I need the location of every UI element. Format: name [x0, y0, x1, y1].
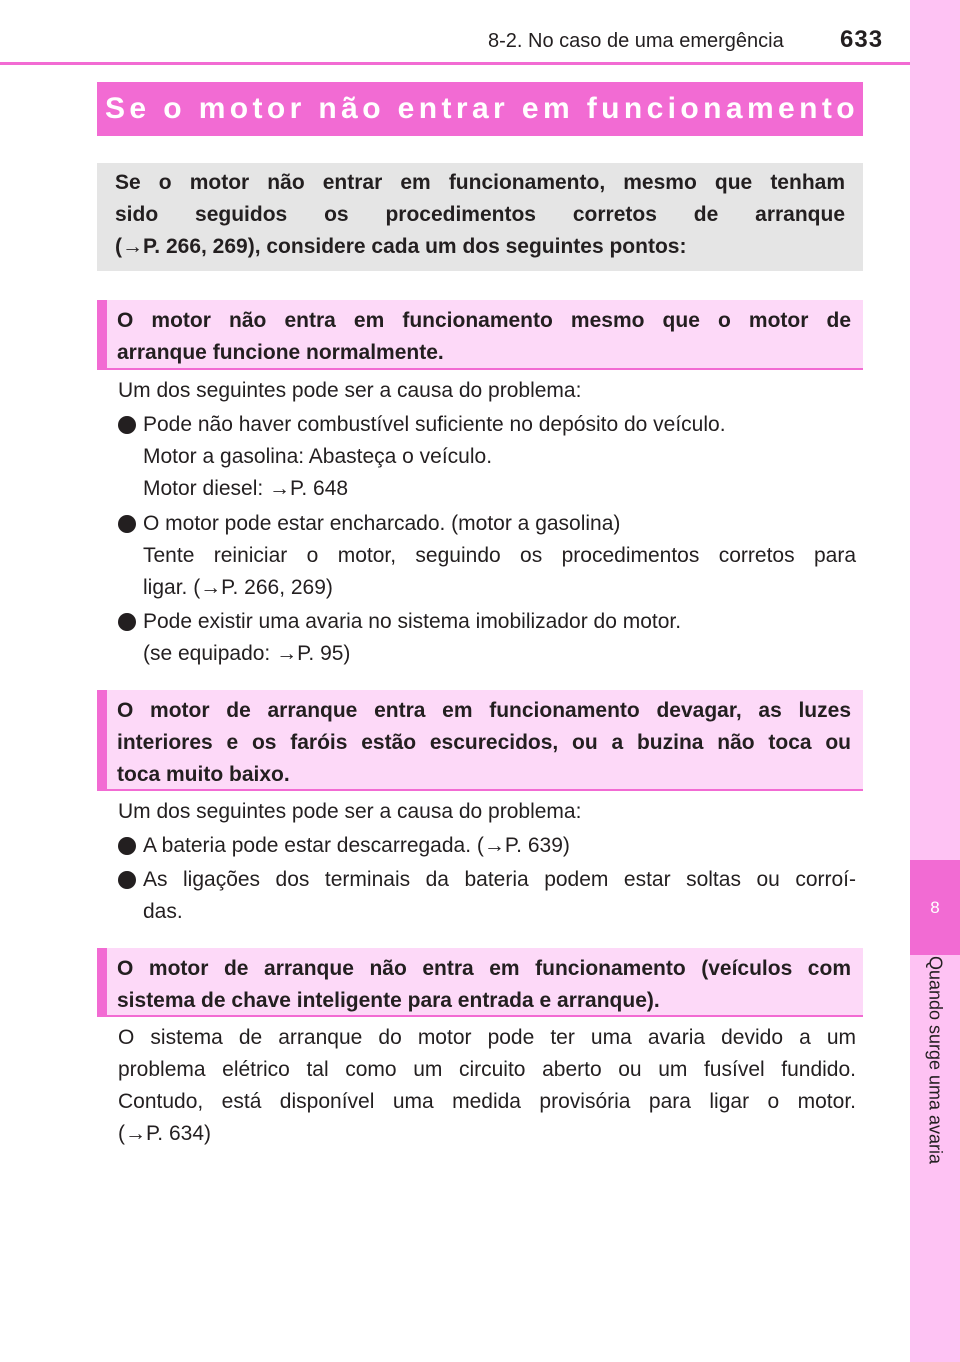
heading-line: O motor não entra em funcionamento mesmo que o motor de: [117, 309, 851, 332]
case2-cause: Um dos seguintes pode ser a causa do problema:: [118, 800, 582, 823]
case1-bullet3-text: (se equipado: →P. 95): [143, 642, 351, 665]
case1-bullet1-text: Motor diesel: →P. 648: [143, 477, 349, 500]
case1-cause: Um dos seguintes pode ser a causa do problema:: [118, 379, 582, 402]
bullet-icon: [118, 416, 136, 434]
case2-bullet2-text: As ligações dos terminais da bateria podem estar soltas ou corroí-: [143, 868, 856, 891]
case1-bullet2-text: Tente reiniciar o motor, seguindo os procedimentos corretos para: [143, 544, 856, 567]
case1-bullet1-text: Pode não haver combustível suficiente no depósito do veículo.: [143, 413, 726, 436]
case3-paragraph: problema elétrico tal como um circuito aberto ou um fusível fundido.: [118, 1058, 856, 1081]
case1-heading: [97, 300, 863, 370]
case2-bullet2-text: das.: [143, 900, 183, 923]
bullet-icon: [118, 613, 136, 631]
heading-line: arranque funcione normalmente.: [117, 341, 444, 364]
intro-box: [97, 163, 863, 271]
intro-line: Se o motor não entrar em funcionamento, mesmo que tenham: [115, 171, 845, 194]
case3-paragraph: O sistema de arranque do motor pode ter uma avaria devido a um: [118, 1026, 856, 1049]
page-number: 633: [840, 26, 884, 53]
chapter-label: Quando surge uma avaria: [925, 955, 946, 1165]
section-title: 8-2. No caso de uma emergência: [488, 30, 784, 52]
header-divider: [0, 62, 910, 65]
heading-line: toca muito baixo.: [117, 763, 290, 786]
case2-bullet1-text: A bateria pode estar descarregada. (→P. 639): [143, 834, 570, 857]
case1-bullet2-text: O motor pode estar encharcado. (motor a gasolina): [143, 512, 621, 535]
case1-bullet3-text: Pode existir uma avaria no sistema imobilizador do motor.: [143, 610, 682, 633]
heading-line: interiores e os faróis estão escurecidos, ou a buzina não toca ou: [117, 731, 851, 754]
chapter-number: 8: [910, 860, 960, 955]
heading-line: O motor de arranque entra em funcionamento devagar, as luzes: [117, 699, 851, 722]
case1-bullet1-text: Motor a gasolina: Abasteça o veículo.: [143, 445, 493, 468]
intro-line: sido seguidos os procedimentos corretos de arranque: [115, 203, 845, 226]
bullet-icon: [118, 515, 136, 533]
heading-line: sistema de chave inteligente para entrada e arranque).: [117, 989, 660, 1012]
intro-line: (→P. 266, 269), considere cada um dos seguintes pontos:: [115, 235, 687, 258]
heading-line: O motor de arranque não entra em funcionamento (veículos com: [117, 957, 851, 980]
case2-heading: [97, 690, 863, 791]
page-title: Se o motor não entrar em funcionamento: [97, 82, 863, 136]
bullet-icon: [118, 837, 136, 855]
case3-paragraph: Contudo, está disponível uma medida provisória para ligar o motor.: [118, 1090, 856, 1113]
case1-bullet2-text: ligar. (→P. 266, 269): [143, 576, 333, 599]
case3-paragraph: (→P. 634): [118, 1122, 211, 1145]
case3-heading: [97, 948, 863, 1017]
bullet-icon: [118, 871, 136, 889]
